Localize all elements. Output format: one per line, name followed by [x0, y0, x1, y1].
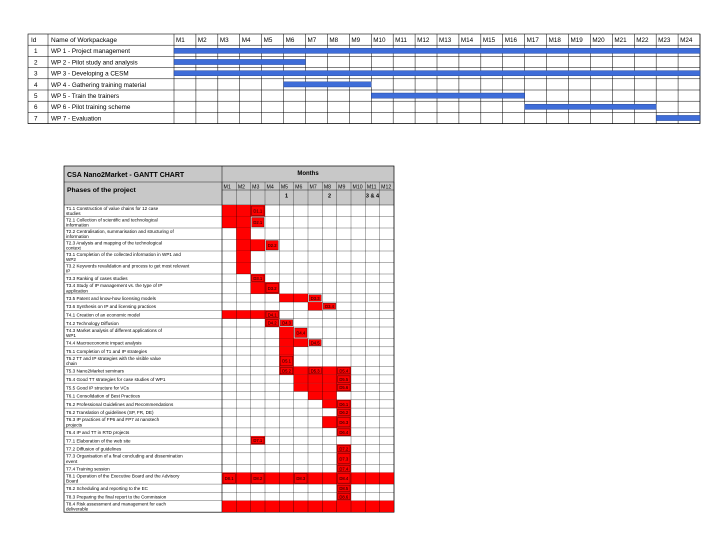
csa-task-name: T2.2 Centralisation, summarisation and structuring of	[66, 228, 174, 234]
csa-task-name-cont: information	[66, 234, 89, 239]
wp-month-label: M15	[482, 37, 496, 44]
csa-task-name: T3.5 Patent and know-how licensing models	[66, 295, 156, 301]
csa-task-name: T7.4 Training session	[66, 466, 110, 472]
csa-deliverable-label: D8.3	[296, 476, 306, 482]
wp-header-name: Name of Workpackage	[51, 37, 117, 44]
csa-task-name: T4.2 Technology Diffusion	[66, 320, 119, 326]
wp-row-id: 1	[34, 48, 38, 56]
csa-milestone-label: 3 & 4	[365, 193, 380, 200]
csa-task-name-cont: information	[66, 222, 89, 228]
csa-deliverable-label: D7.1	[253, 438, 263, 444]
csa-task-name: T5.2 TT and IP strategies with the visible value	[66, 355, 161, 361]
csa-task-bar	[308, 302, 322, 310]
csa-task-bar	[236, 228, 250, 240]
csa-deliverable-label: D2.2	[267, 243, 277, 249]
csa-task-name: T8.3 Preparing the final report to the Commission	[66, 494, 167, 500]
csa-month-label: M1	[223, 184, 231, 191]
csa-deliverable-label: D6.3	[339, 419, 349, 425]
csa-task-name: T7.2 Diffusion of guidelines	[66, 446, 122, 452]
csa-deliverable-label: D6.1	[339, 401, 349, 407]
wp-row-name: WP 5 - Train the trainers	[51, 93, 120, 100]
wp-row-id: 7	[34, 115, 38, 123]
wp-row-name: WP 6 - Pilot training scheme	[51, 104, 131, 112]
wp-month-label: M22	[636, 37, 649, 44]
csa-task-name: T6.2 Professional Guidelines and Recommendations	[66, 401, 174, 407]
wp-month-label: M9	[351, 37, 361, 44]
wp-row-id: 4	[34, 81, 38, 89]
wp-row-id: 2	[34, 59, 38, 67]
csa-month-label: M11	[366, 184, 377, 191]
csa-task-name: T6.1 Consolidation of Best Practices	[66, 393, 141, 399]
wp-month-label: M19	[570, 37, 583, 44]
csa-task-name: T6.2 Translation of guidelines (SP, FR, DE)	[66, 410, 154, 416]
csa-deliverable-label: D7.3	[339, 456, 349, 462]
csa-month-label: M4	[266, 184, 274, 191]
wp-month-label: M2	[197, 37, 207, 44]
csa-task-bar	[279, 347, 293, 355]
csa-months-label: Months	[297, 171, 319, 177]
csa-task-name: T8.1 Operation of the Executive Board and the Advisory	[66, 473, 180, 479]
csa-deliverable-label: D4.5	[310, 340, 320, 346]
csa-deliverable-label: D7.2	[339, 446, 349, 452]
csa-deliverable-label: D3.2	[267, 285, 277, 291]
csa-milestone-label: 2	[327, 193, 332, 200]
csa-task-name: T3.2 Keywords revalidation and process to get most relevant	[66, 263, 190, 269]
csa-task-name: T4.1 Creation of an economic model	[66, 312, 141, 318]
csa-month-label: M7	[309, 184, 317, 191]
wp-month-label: M16	[504, 37, 517, 44]
csa-task-name-cont: WP1	[66, 333, 76, 338]
csa-task-name: T2.3 Analysis and mapping of the technological	[66, 240, 163, 246]
csa-month-label: M6	[295, 184, 303, 191]
csa-deliverable-label: D5.5	[339, 376, 349, 382]
csa-task-name: T3.4 Study of IP management vs. the type of IP	[66, 283, 163, 289]
csa-deliverable-label: D8.1	[224, 476, 234, 482]
csa-task-name: T3.3 Ranking of cases studies	[66, 276, 128, 282]
csa-deliverable-label: D5.1	[282, 358, 291, 364]
wp-month-label: M10	[373, 37, 386, 44]
csa-deliverable-label: D5.3	[310, 368, 320, 374]
csa-task-name: T6.4 IP and TT in RTD projects	[66, 430, 130, 435]
csa-month-label: M2	[237, 184, 246, 191]
csa-deliverable-label: D3.1	[253, 275, 263, 281]
csa-task-bar	[236, 251, 250, 263]
wp-month-label: M21	[614, 37, 627, 44]
wp-row-name: WP 7 - Evaluation	[51, 115, 102, 123]
csa-deliverable-label: D1.1	[253, 208, 263, 214]
csa-month-label: M8	[323, 184, 332, 191]
wp-month-label: M14	[460, 37, 474, 44]
csa-deliverable-label: D8.4	[339, 476, 349, 482]
wp-month-label: M1	[176, 37, 185, 44]
csa-deliverable-label: D3.4	[325, 304, 334, 310]
csa-task-name-cont: event	[66, 458, 78, 464]
csa-task-name: T5.4 Good TT strategies for case studies of WP1	[66, 377, 166, 382]
csa-month-label: M9	[338, 184, 346, 191]
csa-task-name-cont: Board	[66, 478, 79, 484]
csa-task-name-cont: studies	[66, 211, 81, 216]
csa-task-name: T5.1 Completion of T1 and IP strategies	[66, 348, 148, 354]
csa-task-name: T2.1 Collection of scientific and technological	[66, 217, 158, 223]
csa-phases-label: Phases of the project	[67, 187, 136, 194]
csa-deliverable-label: D4.2	[267, 320, 277, 326]
csa-task-name: T4.4 Macroeconomic impact analysis	[66, 340, 142, 346]
wp-month-label: M11	[395, 37, 407, 44]
csa-month-label: M12	[381, 184, 392, 191]
csa-deliverable-label: D5.2	[282, 368, 291, 374]
csa-task-name: T1.1 Construction of value chains for 12 case	[66, 205, 159, 211]
csa-task-name: T7.1 Elaboration of the web site	[66, 438, 131, 444]
csa-task-bar	[236, 263, 250, 275]
csa-deliverable-label: D6.4	[339, 429, 349, 435]
csa-deliverable-label: D4.3	[282, 320, 291, 326]
csa-deliverable-label: D8.6	[339, 494, 349, 500]
csa-task-name: T5.5 Good IP structure for VCs	[66, 385, 129, 391]
csa-task-name: T8.2 Scheduling and reporting to the EC	[66, 486, 148, 492]
csa-task-bar	[279, 327, 293, 339]
csa-deliverable-label: D5.6	[339, 385, 349, 391]
csa-task-name-cont: IP	[66, 268, 71, 274]
csa-task-name-cont: context	[66, 245, 81, 251]
csa-task-name: T7.3 Organisation of a final concluding and dissemination	[66, 453, 183, 459]
wp-month-label: M23	[658, 37, 671, 44]
csa-task-name: T8.4 Risk assessment and management for each	[66, 501, 167, 507]
csa-month-label: M3	[252, 184, 260, 191]
wp-month-label: M3	[219, 37, 229, 44]
csa-task-name-cont: deliverable	[66, 506, 89, 512]
csa-deliverable-label: D7.4	[339, 466, 349, 472]
wp-row-name: WP 4 - Gathering training material	[51, 81, 147, 89]
csa-task-name: T3.6 Synthesis on IP and licensing practices	[66, 304, 157, 310]
csa-deliverable-label: D4.1	[267, 312, 277, 318]
wp-month-label: M13	[439, 37, 452, 44]
wp-month-label: M8	[329, 37, 339, 44]
wp-header-id: Id	[31, 37, 37, 44]
csa-task-name-cont: WP2	[66, 257, 76, 262]
wp-row-id: 3	[34, 70, 38, 78]
csa-deliverable-label: D2.1	[253, 220, 263, 226]
csa-task-name: T6.3 IP practices of FP6 and FP7 at nanotech	[66, 417, 160, 423]
wp-row-name: WP 1 - Project management	[51, 48, 130, 56]
csa-task-name-cont: chain	[66, 361, 77, 367]
csa-task-name: T5.3 Nano2Market seminars	[66, 368, 124, 374]
csa-deliverable-label: D6.2	[339, 410, 349, 416]
csa-milestone-label: 1	[284, 193, 289, 200]
wp-row-id: 5	[34, 93, 38, 100]
csa-task-name: T4.3 Market analysis of different applications of	[66, 327, 162, 333]
csa-task-name-cont: application	[66, 288, 88, 294]
wp-month-label: M17	[526, 37, 539, 44]
wp-month-label: M24	[680, 37, 693, 44]
csa-chart-title: CSA Nano2Market - GANTT CHART	[67, 172, 185, 179]
wp-month-label: M20	[592, 37, 605, 44]
csa-deliverable-label: D3.3	[310, 295, 320, 301]
wp-row-name: WP 2 - Pilot study and analysis	[51, 59, 138, 67]
wp-row-name: WP 3 - Developing a CESM	[51, 70, 129, 78]
wp-month-label: M7	[307, 37, 317, 44]
wp-month-label: M4	[241, 37, 251, 44]
wp-month-label: M5	[263, 37, 273, 44]
csa-month-label: M10	[352, 184, 363, 191]
wp-row-id: 6	[34, 104, 38, 112]
csa-deliverable-label: D8.5	[339, 486, 349, 492]
wp-month-label: M18	[548, 37, 561, 44]
csa-month-label: M5	[280, 184, 289, 191]
csa-task-name: T3.1 Completion of the collected information in WP1 and	[66, 251, 181, 257]
wp-month-label: M6	[285, 37, 295, 44]
csa-deliverable-label: D4.4	[296, 330, 306, 336]
csa-task-name-cont: projects	[66, 422, 83, 428]
csa-deliverable-label: D8.2	[253, 476, 263, 482]
wp-month-label: M12	[417, 37, 430, 44]
csa-deliverable-label: D5.4	[339, 368, 349, 374]
